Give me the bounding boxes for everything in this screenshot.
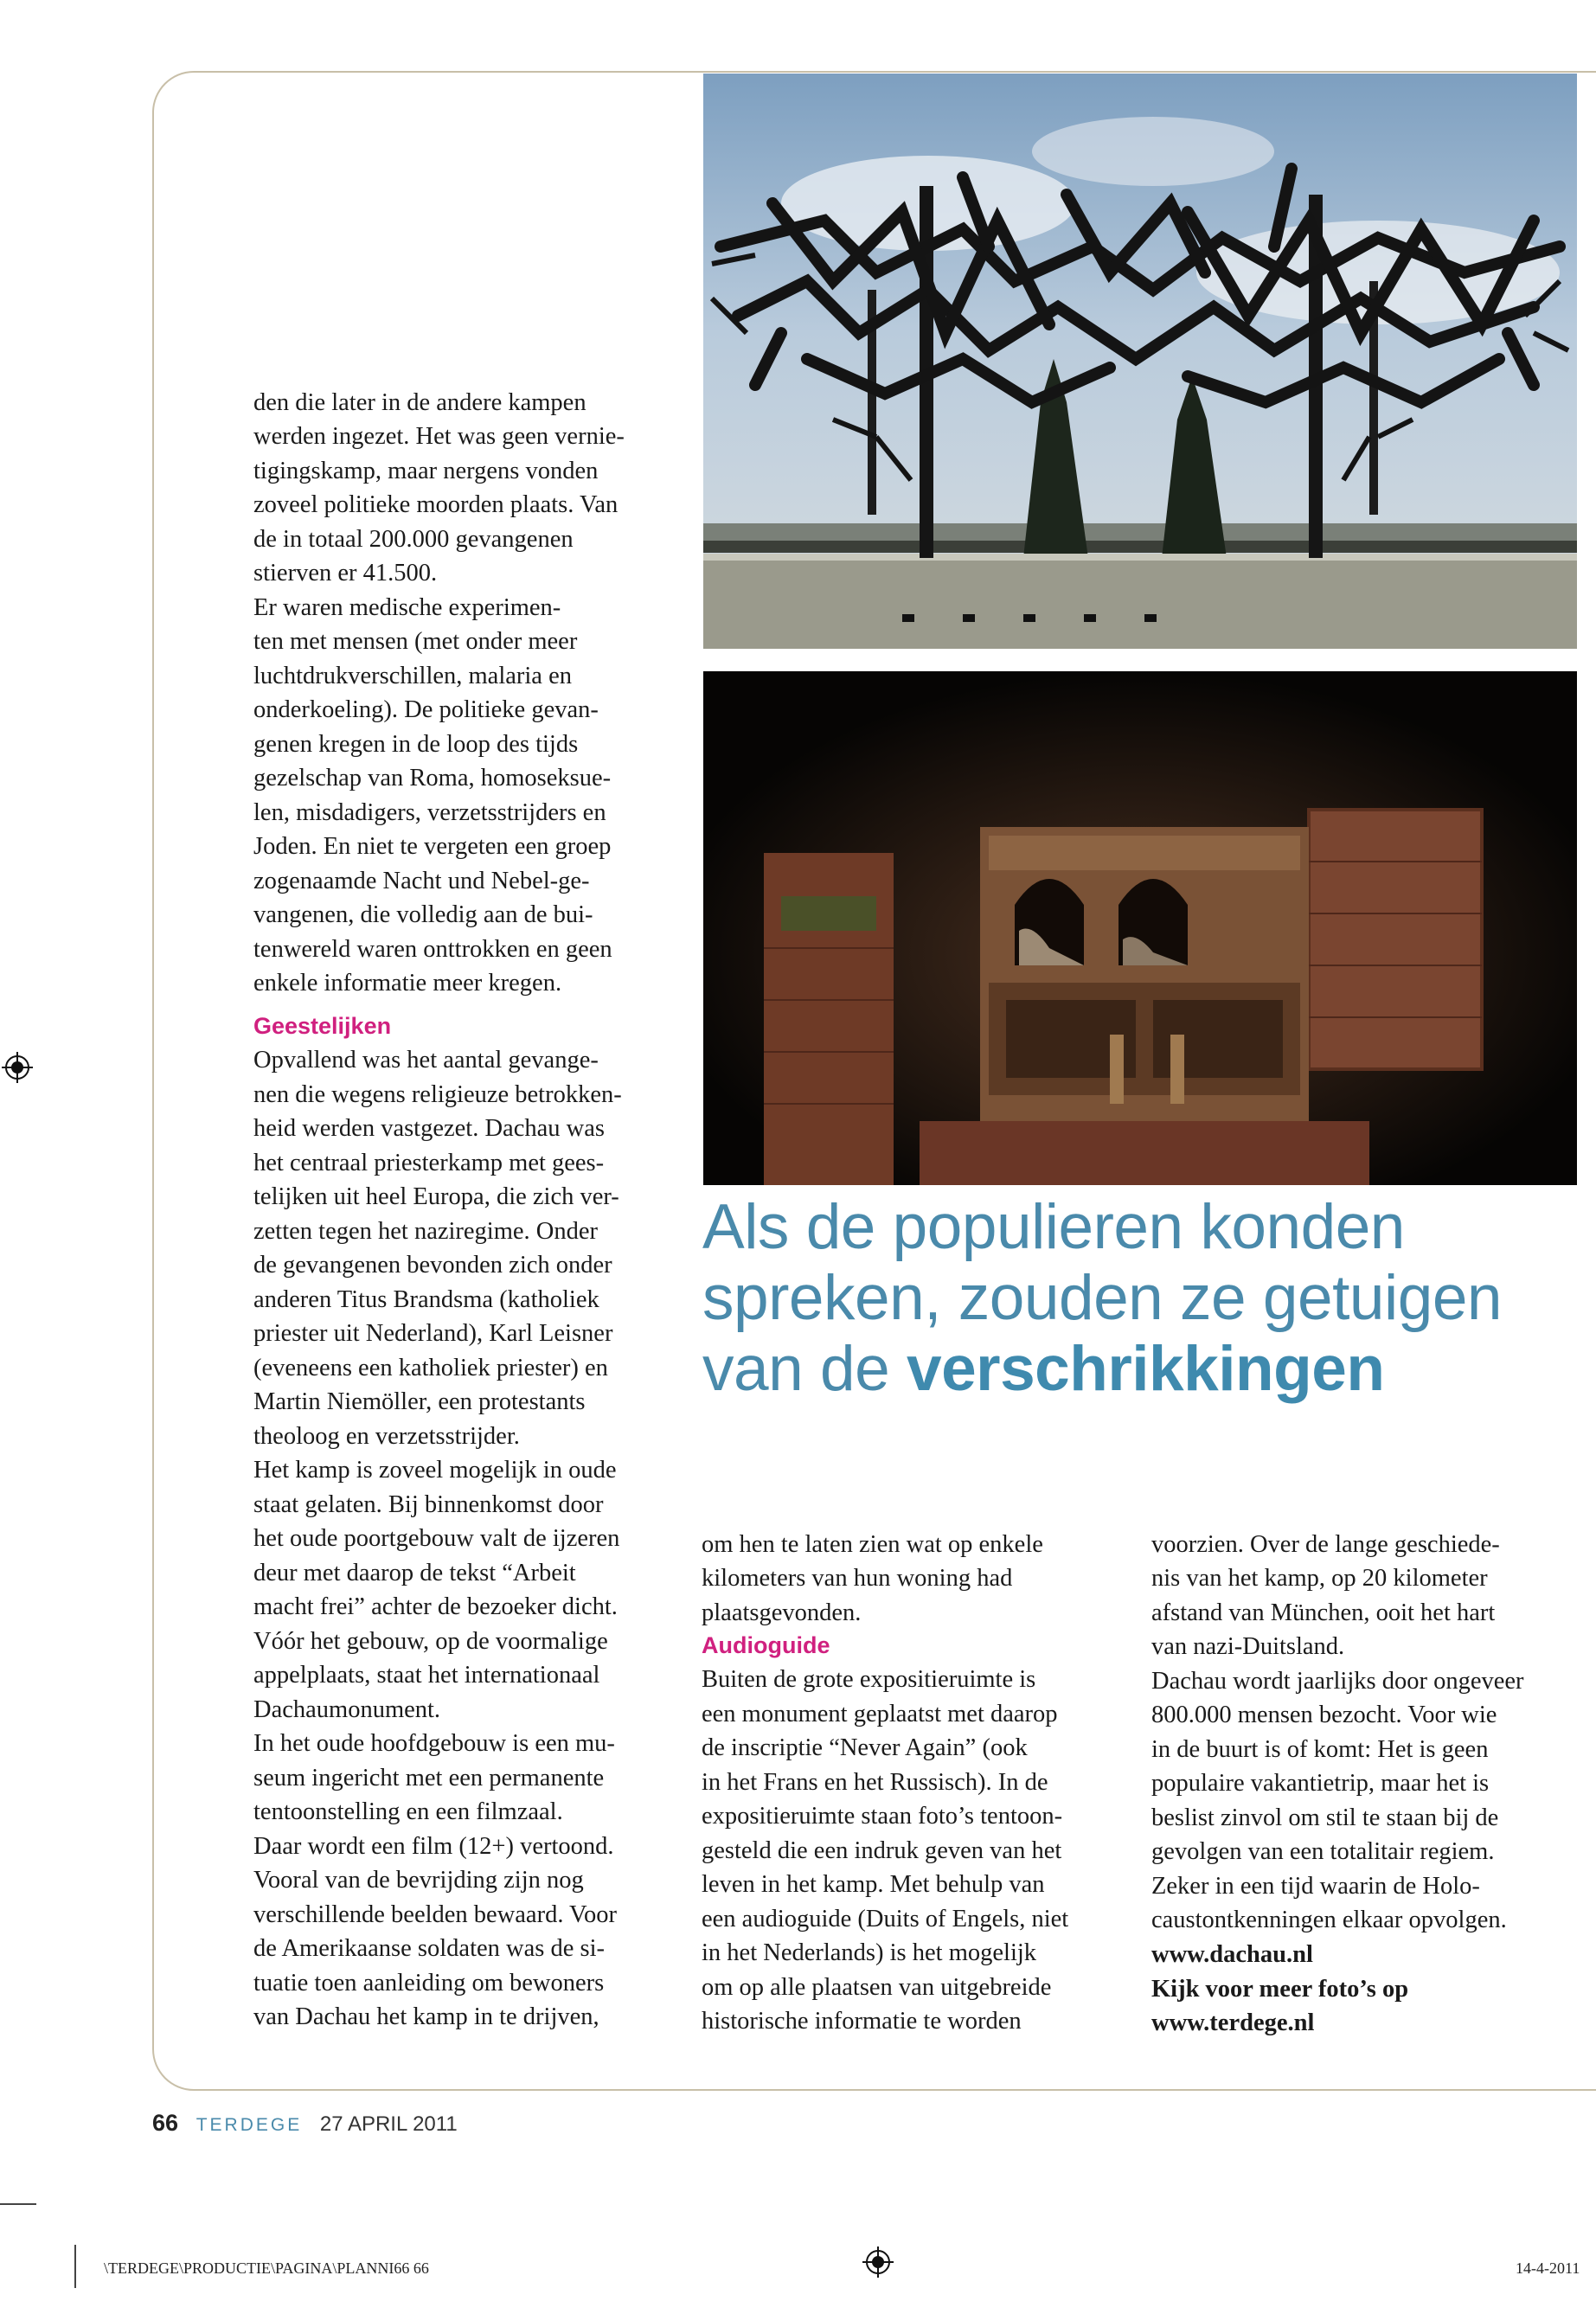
headline-line-1: Als de populieren konden xyxy=(702,1192,1405,1262)
magazine-name: TERDEGE xyxy=(195,2115,303,2135)
crematorium-oven-image xyxy=(703,671,1577,1185)
registration-mark-icon xyxy=(2,1052,33,1083)
issue-date: 27 APRIL 2011 xyxy=(319,2112,458,2136)
photo-crematorium-oven xyxy=(703,671,1577,1185)
slug-file-path: \TERDEGE\PRODUCTIE\PAGINA\PLANNI66 66 xyxy=(104,2259,429,2277)
photo-dachau-monument xyxy=(703,74,1577,649)
article-column-1 xyxy=(253,351,703,1035)
pull-quote-headline xyxy=(702,1192,1585,1405)
trim-mark-horizontal xyxy=(0,2203,36,2205)
column1-paragraph-2: Opvallend was het aantal gevange- nen die wegens religieuze betrokken- heid werden vastgezet. Dachau was het centraal priesterkamp met gees- telijken uit heel Europa, die zich ver- zetten tegen het naziregime. Onder de gevangenen bevonden zich onder anderen Titus Brandsma (katholiek priester uit Nederland), Karl Leisner (eveneens een katholiek priester) en Martin Niemöller, een protestants theoloog en verzetsstrijder. Het kamp is zoveel mogelijk in oude staat gelaten. Bij binnenkomst door het oude poortgebouw valt de ijzeren deur met daarop de tekst “Arbeit macht frei” achter de bezoeker dicht. Vóór het gebouw, op de voormalige appelplaats, staat het internationaal Dachaumonument. In het oude hoofdgebouw is een mu- seum ingericht met een permanente tentoonstelling en een filmzaal. Daar wordt een film (12+) vertoond. Vooral van de bevrijding zijn nog verschillende beelden bewaard. Voor de Amerikaanse soldaten was de si- tuatie toen aanleiding om bewoners van Dachau het kamp in te drijven, xyxy=(253,1047,622,2030)
headline-line-3 xyxy=(702,1334,1585,1405)
column2-paragraph-1: om hen te laten zien wat op enkele kilometers van hun woning had plaatsgevonden. xyxy=(702,1530,1043,1626)
page-number: 66 xyxy=(152,2110,179,2136)
subhead-audioguide: Audioguide xyxy=(702,1632,830,1658)
subhead-geestelijken: Geestelijken xyxy=(253,1013,392,1039)
headline-emphasis: verschrikkingen xyxy=(906,1334,1385,1404)
headline-line-2: spreken, zouden ze getuigen xyxy=(702,1263,1503,1333)
page-footer xyxy=(152,2110,458,2137)
column1-paragraph-1: den die later in de andere kampen werden ingezet. Het was geen vernie- tigingskamp, maar nergens vonden zoveel politieke moorden plaats. Van de in totaal 200.000 gevangenen stierven er 41.500. Er waren medische experimen- ten met mensen (met onder meer luchtdrukverschillen, malaria en onderkoeling). De politieke gevan- genen kregen in de loop des tijds gezelschap van Roma, homoseksue- len, misdadigers, verzetsstrijders en Joden. En niet te vergeten een groep zogenaamde Nacht und Nebel-ge- vangenen, die volledig aan de bui- tenwereld waren onttrokken en geen enkele informatie meer kregen. xyxy=(253,388,625,997)
website-links[interactable]: www.dachau.nl Kijk voor meer foto’s op www.terdege.nl xyxy=(1151,1941,1409,2036)
monument-sculpture-image xyxy=(703,74,1577,649)
column2-paragraph-2: Buiten de grote expositieruimte is een monument geplaatst met daarop de inscriptie “Never Again” (ook in het Frans en het Russisch). In de expositieruimte staan foto’s tentoon- gesteld die een indruk geven van het leven in het kamp. Met behulp van een audioguide (Duits of Engels, niet in het Nederlands) is het mogelijk om op alle plaatsen van uitgebreide historische informatie te worden xyxy=(702,1666,1069,2035)
slug-date: 14-4-2011 xyxy=(1516,2259,1580,2277)
registration-mark-bottom-icon xyxy=(862,2247,894,2278)
column3-paragraph-1: voorzien. Over de lange geschiede- nis van het kamp, op 20 kilometer afstand van München, ooit het hart van nazi-Duitsland. Dachau wordt jaarlijks door ongeveer 800.000 mensen bezocht. Voor wie in de buurt is of komt: Het is geen populaire vakantietrip, maar het is beslist zinvol om stil te staan bij de gevolgen van een totalitair regiem. Zeker in een tijd waarin de Holo- caustontkenningen elkaar opvolgen. xyxy=(1151,1530,1524,1933)
headline-line-3-plain: van de xyxy=(702,1334,907,1404)
article-column-3 xyxy=(1151,1493,1584,1971)
trim-mark-vertical xyxy=(74,2245,76,2288)
